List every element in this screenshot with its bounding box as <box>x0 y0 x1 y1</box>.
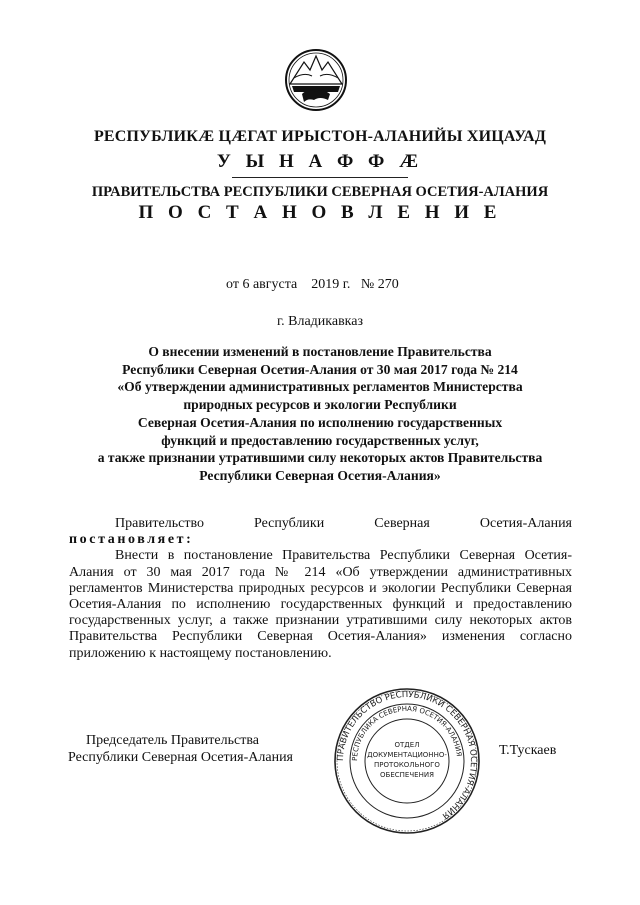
subject-line: а также признании утратившими силу некоторых актов Правительства <box>97 450 543 466</box>
preamble-line <box>69 516 572 532</box>
subject-line: «Об утверждении административных регламентов Министерства <box>117 379 523 395</box>
subject-line: Республики Северная Осетия-Алания» <box>199 467 441 483</box>
subject-line: природных ресурсов и экологии Республики <box>183 397 457 413</box>
stamp-center-line: ОБЕСПЕЧЕНИЯ <box>380 771 434 779</box>
preamble-word: Республики <box>253 516 325 531</box>
signatory-name: Т.Тускаев <box>499 743 557 758</box>
preamble-word: Правительство <box>115 516 204 531</box>
body-paragraph: Внести в постановление Правительства Республики Северная Осетия-Алания от 30 мая 2017 года № 214 «Об утверждении административных регламентов Министерства природных ресурсов и экологии Республики Северная Осетия-Алания по исполнению государственных функций и предоставлению государственных услуг, а также признании утратившими силу некоторых актов Правительства Республики Северная Осетия-Алания» изменения согласно приложению к настоящему постановлению. <box>69 548 572 661</box>
city: г. Владикавказ <box>276 314 364 329</box>
signatory-title-line: Председатель Правительства <box>86 733 259 748</box>
header-ossetian-decree: У Ы Н А Ф Ф Ӕ <box>216 151 424 172</box>
date-day-month: 6 августа <box>242 277 298 292</box>
official-stamp <box>332 686 482 836</box>
document-number: 270 <box>377 277 399 292</box>
number-sign: № <box>360 277 375 292</box>
stamp-center-line: ДОКУМЕНТАЦИОННО- <box>367 751 447 759</box>
header-divider <box>232 177 408 178</box>
coat-of-arms-emblem <box>284 48 348 112</box>
preamble-word: Северная <box>374 516 430 531</box>
decree-word: постановляет: <box>69 532 194 548</box>
stamp-center-line: ПРОТОКОЛЬНОГО <box>374 761 440 769</box>
signatory-title-line: Республики Северная Осетия-Алания <box>68 750 293 765</box>
preamble-word: Осетия-Алания <box>479 516 572 531</box>
date-prefix: от <box>226 277 239 292</box>
document-body <box>69 516 572 662</box>
date-number-line <box>226 277 399 293</box>
subject-line: Северная Осетия-Алания по исполнению государственных <box>137 414 503 430</box>
subject-line: О внесении изменений в постановление Правительства <box>148 344 492 359</box>
date-year: 2019 г. <box>311 277 351 292</box>
stamp-center-line: ОТДЕЛ <box>394 741 420 749</box>
document-subject <box>40 343 600 485</box>
stamp-inner-text: РЕСПУБЛИКА СЕВЕРНАЯ ОСЕТИЯ-АЛАНИЯ <box>350 704 463 762</box>
header-ossetian-title: РЕСПУБЛИКӔ ЦӔГАТ ИРЫСТОН-АЛАНИЙЫ ХИЦАУАД <box>93 128 547 145</box>
header-russian-decree: П О С Т А Н О В Л Е Н И Е <box>138 202 502 223</box>
signatory-title <box>68 732 293 766</box>
subject-line: функций и предоставлению государственных услуг, <box>161 432 479 448</box>
stamp-outer-text: ПРАВИТЕЛЬСТВО РЕСПУБЛИКИ СЕВЕРНАЯ ОСЕТИЯ-АЛАНИЯ <box>335 689 479 821</box>
subject-line: Республики Северная Осетия-Алания от 30 мая 2017 года № 214 <box>122 361 518 377</box>
header-russian-title: ПРАВИТЕЛЬСТВА РЕСПУБЛИКИ СЕВЕРНАЯ ОСЕТИЯ-АЛАНИЯ <box>91 184 549 200</box>
